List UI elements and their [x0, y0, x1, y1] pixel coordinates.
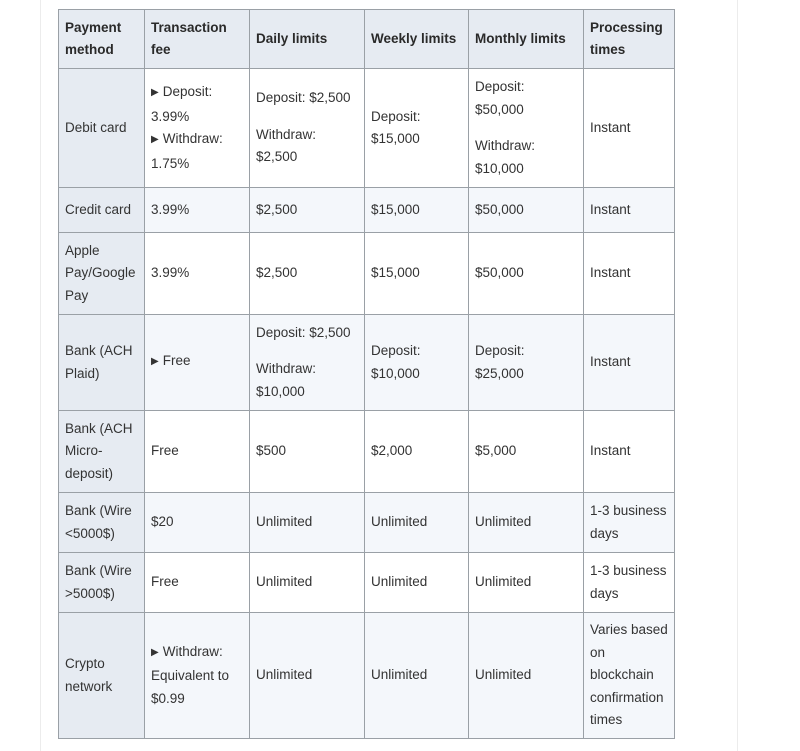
- disclosure-triangle-icon: ▶: [151, 134, 159, 145]
- payment-methods-table: [58, 9, 675, 739]
- cell-weekly: Unlimited: [365, 613, 469, 739]
- cell-fee: 3.99%: [145, 233, 250, 315]
- cell-daily: $2,500: [250, 233, 365, 315]
- cell-monthly: Unlimited: [469, 613, 584, 739]
- fee-text: Withdraw: Equivalent to $0.99: [151, 643, 230, 706]
- header-monthly-limits: Monthly limits: [469, 10, 584, 69]
- cell-weekly: Unlimited: [365, 493, 469, 553]
- cell-daily: Unlimited: [250, 553, 365, 613]
- cell-processing: Varies based on blockchain confirmation times: [584, 613, 675, 739]
- daily-withdraw-text: Withdraw: $2,500: [256, 126, 317, 165]
- cell-weekly: $15,000: [365, 233, 469, 315]
- cell-method: Bank (Wire >5000$): [59, 553, 145, 613]
- header-daily-limits: Daily limits: [250, 10, 365, 69]
- table-row: [59, 553, 675, 613]
- table-row: [59, 69, 675, 188]
- table-header-row: [59, 10, 675, 69]
- cell-processing: Instant: [584, 411, 675, 493]
- table-row: [59, 233, 675, 315]
- table-row: [59, 493, 675, 553]
- header-payment-method: Payment method: [59, 10, 145, 69]
- cell-monthly: [469, 69, 584, 188]
- cell-fee: [145, 69, 250, 188]
- daily-deposit-text: Deposit: $2,500: [256, 90, 351, 106]
- table-row: [59, 613, 675, 739]
- header-processing-times: Processing times: [584, 10, 675, 69]
- cell-weekly: Deposit: $10,000: [365, 315, 469, 411]
- cell-fee: [145, 315, 250, 411]
- header-transaction-fee: Transaction fee: [145, 10, 250, 69]
- cell-daily: $2,500: [250, 188, 365, 233]
- cell-method: Credit card: [59, 188, 145, 233]
- cell-fee: Free: [145, 411, 250, 493]
- cell-weekly: Unlimited: [365, 553, 469, 613]
- fee-item: [151, 641, 243, 711]
- cell-fee: Free: [145, 553, 250, 613]
- content-panel: [40, 0, 738, 751]
- cell-method: Crypto network: [59, 613, 145, 739]
- fee-text: Free: [162, 353, 191, 369]
- cell-fee: [145, 613, 250, 739]
- cell-method: Bank (ACH Plaid): [59, 315, 145, 411]
- cell-monthly: Unlimited: [469, 553, 584, 613]
- cell-daily: Unlimited: [250, 493, 365, 553]
- cell-daily: [250, 315, 365, 411]
- cell-processing: Instant: [584, 188, 675, 233]
- cell-processing: Instant: [584, 315, 675, 411]
- monthly-withdraw-text: Withdraw: $10,000: [475, 138, 536, 176]
- cell-daily: [250, 69, 365, 188]
- cell-processing: 1-3 business days: [584, 553, 675, 613]
- table-row: [59, 315, 675, 411]
- cell-monthly: $5,000: [469, 411, 584, 493]
- daily-deposit-text: Deposit: $2,500: [256, 324, 351, 340]
- daily-withdraw-text: Withdraw: $10,000: [256, 361, 317, 399]
- cell-weekly: Deposit: $15,000: [365, 69, 469, 188]
- cell-processing: Instant: [584, 69, 675, 188]
- cell-weekly: $2,000: [365, 411, 469, 493]
- fee-deposit-text: Deposit: 3.99%: [151, 84, 213, 124]
- cell-monthly: $50,000: [469, 233, 584, 315]
- cell-daily: $500: [250, 411, 365, 493]
- cell-weekly: $15,000: [365, 188, 469, 233]
- cell-method: Bank (ACH Micro-deposit): [59, 411, 145, 493]
- cell-monthly: Deposit: $25,000: [469, 315, 584, 411]
- header-weekly-limits: Weekly limits: [365, 10, 469, 69]
- cell-processing: Instant: [584, 233, 675, 315]
- table-row: [59, 411, 675, 493]
- table-row: [59, 188, 675, 233]
- cell-method: Apple Pay/Google Pay: [59, 233, 145, 315]
- disclosure-triangle-icon: ▶: [151, 87, 159, 98]
- cell-monthly: Unlimited: [469, 493, 584, 553]
- disclosure-triangle-icon: ▶: [151, 356, 159, 368]
- monthly-deposit-text: Deposit: $50,000: [475, 79, 525, 117]
- cell-method: Bank (Wire <5000$): [59, 493, 145, 553]
- fee-deposit-item: [151, 81, 243, 128]
- fee-withdraw-text: Withdraw: 1.75%: [151, 131, 223, 171]
- fee-item: [151, 350, 243, 375]
- cell-processing: 1-3 business days: [584, 493, 675, 553]
- disclosure-triangle-icon: ▶: [151, 646, 159, 658]
- cell-daily: Unlimited: [250, 613, 365, 739]
- cell-monthly: $50,000: [469, 188, 584, 233]
- fee-withdraw-item: [151, 128, 243, 175]
- cell-fee: $20: [145, 493, 250, 553]
- cell-method: Debit card: [59, 69, 145, 188]
- cell-fee: 3.99%: [145, 188, 250, 233]
